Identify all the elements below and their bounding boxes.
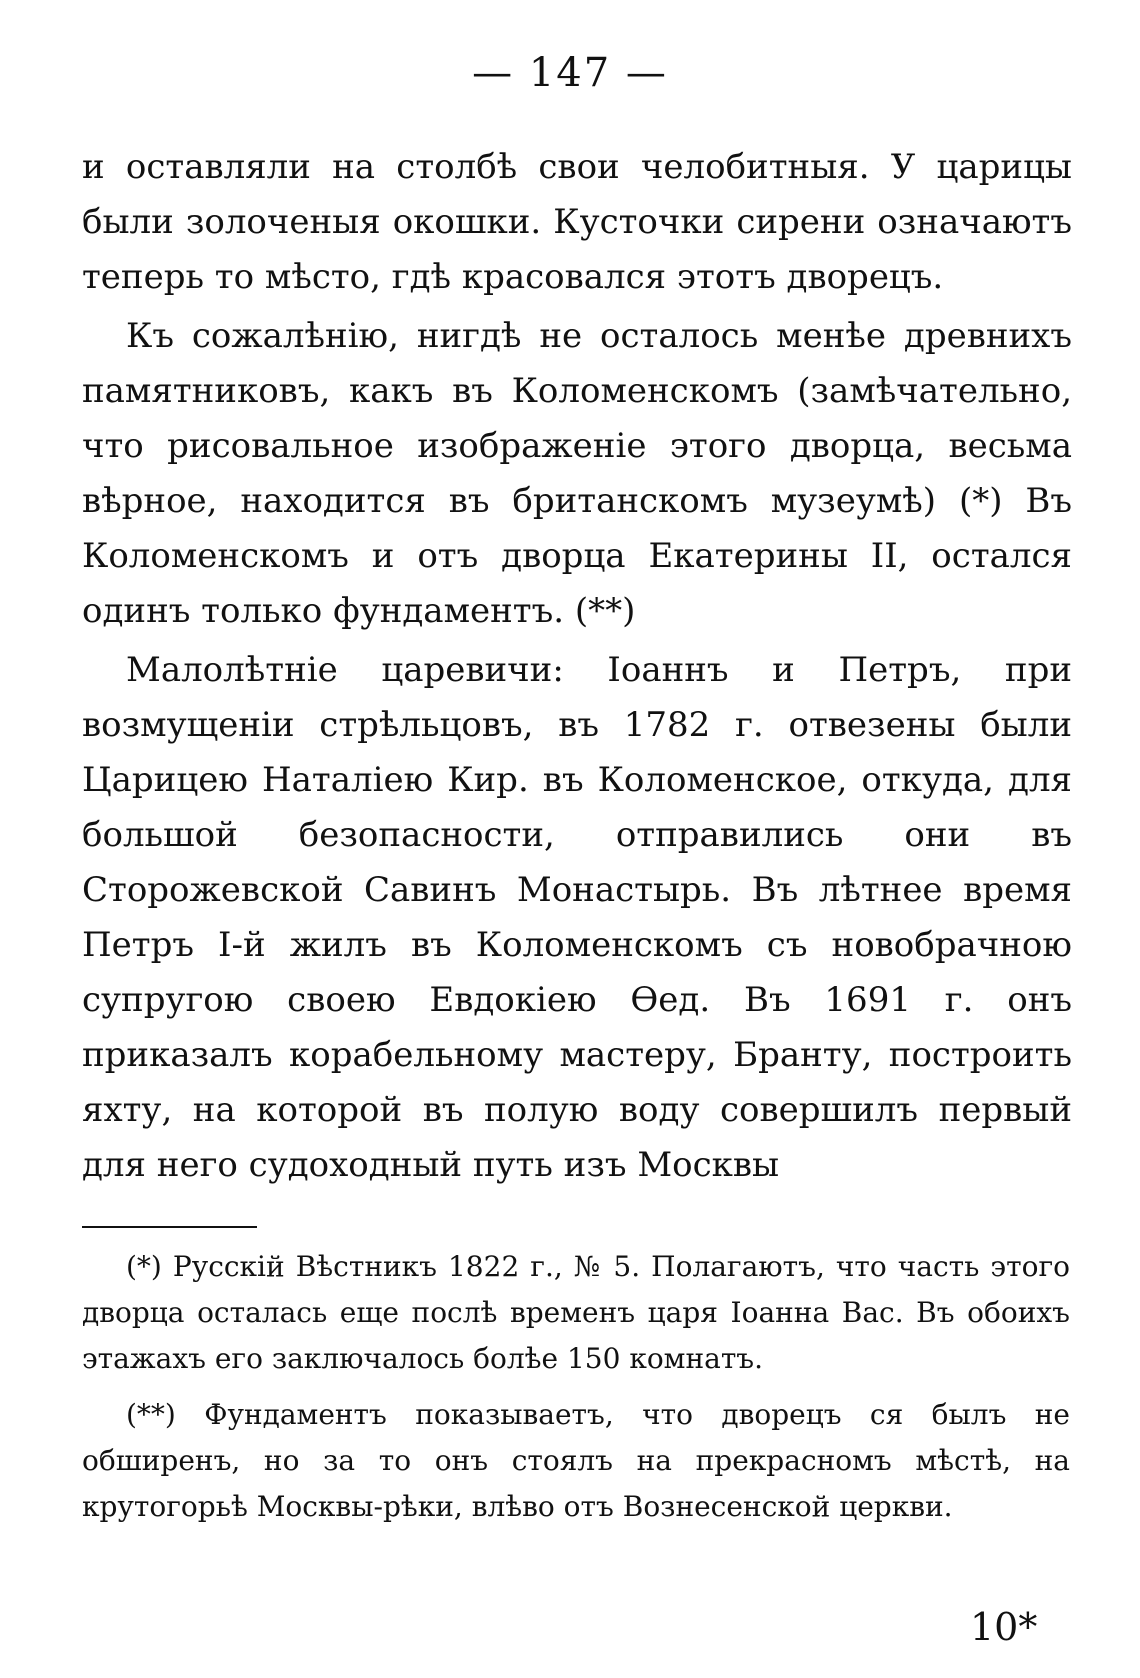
paragraph-1: и оставляли на столбѣ свои челобитныя. У царицы были золоченыя окошки. Кусточки сирени означаютъ теперь то мѣсто, гдѣ красовался этотъ дворецъ. [82, 147, 1072, 297]
footnote-separator [82, 1226, 257, 1228]
footnotes [82, 1244, 1070, 1530]
signature-mark: 10* [970, 1605, 1038, 1649]
paragraph-2: Къ сожалѣнію, нигдѣ не осталось менѣе древнихъ памятниковъ, какъ въ Коломенскомъ (замѣчательно, что рисовальное изображеніе этого дворца, весьма вѣрное, находится въ британскомъ музеумѣ) (*) Въ Коломенскомъ и отъ дворца Екатерины II, остался одинъ только фундаментъ. (**) [82, 316, 1072, 631]
footnote-2: (**) Фундаментъ показываетъ, что дворецъ ся былъ не обширенъ, но за то онъ стоялъ на прекрасномъ мѣстѣ, на крутогорьѣ Москвы-рѣки, влѣво отъ Вознесенской церкви. [82, 1398, 1070, 1523]
page-number: — 147 — [472, 50, 668, 96]
paragraph-3: Малолѣтніе царевичи: Іоаннъ и Петръ, при возмущеніи стрѣльцовъ, въ 1782 г. отвезены были Царицею Наталіею Кир. въ Коломенское, откуда, для большой безопасности, отправились они въ Сторожевской Савинъ Монастырь. Въ лѣтнее время Петръ І-й жилъ въ Коломенскомъ съ новобрачною супругою своею Евдокіею Ѳед. Въ 1691 г. онъ приказалъ корабельному мастеру, Бранту, построить яхту, на которой въ полую воду совершилъ первый для него судоходный путь изъ Москвы [82, 650, 1072, 1185]
footnote-1: (*) Русскій Вѣстникъ 1822 г., № 5. Полагаютъ, что часть этого дворца осталась еще послѣ временъ царя Іоанна Вас. Въ обоихъ этажахъ его заключалось болѣе 150 комнатъ. [82, 1250, 1070, 1375]
main-text [82, 140, 1072, 1193]
